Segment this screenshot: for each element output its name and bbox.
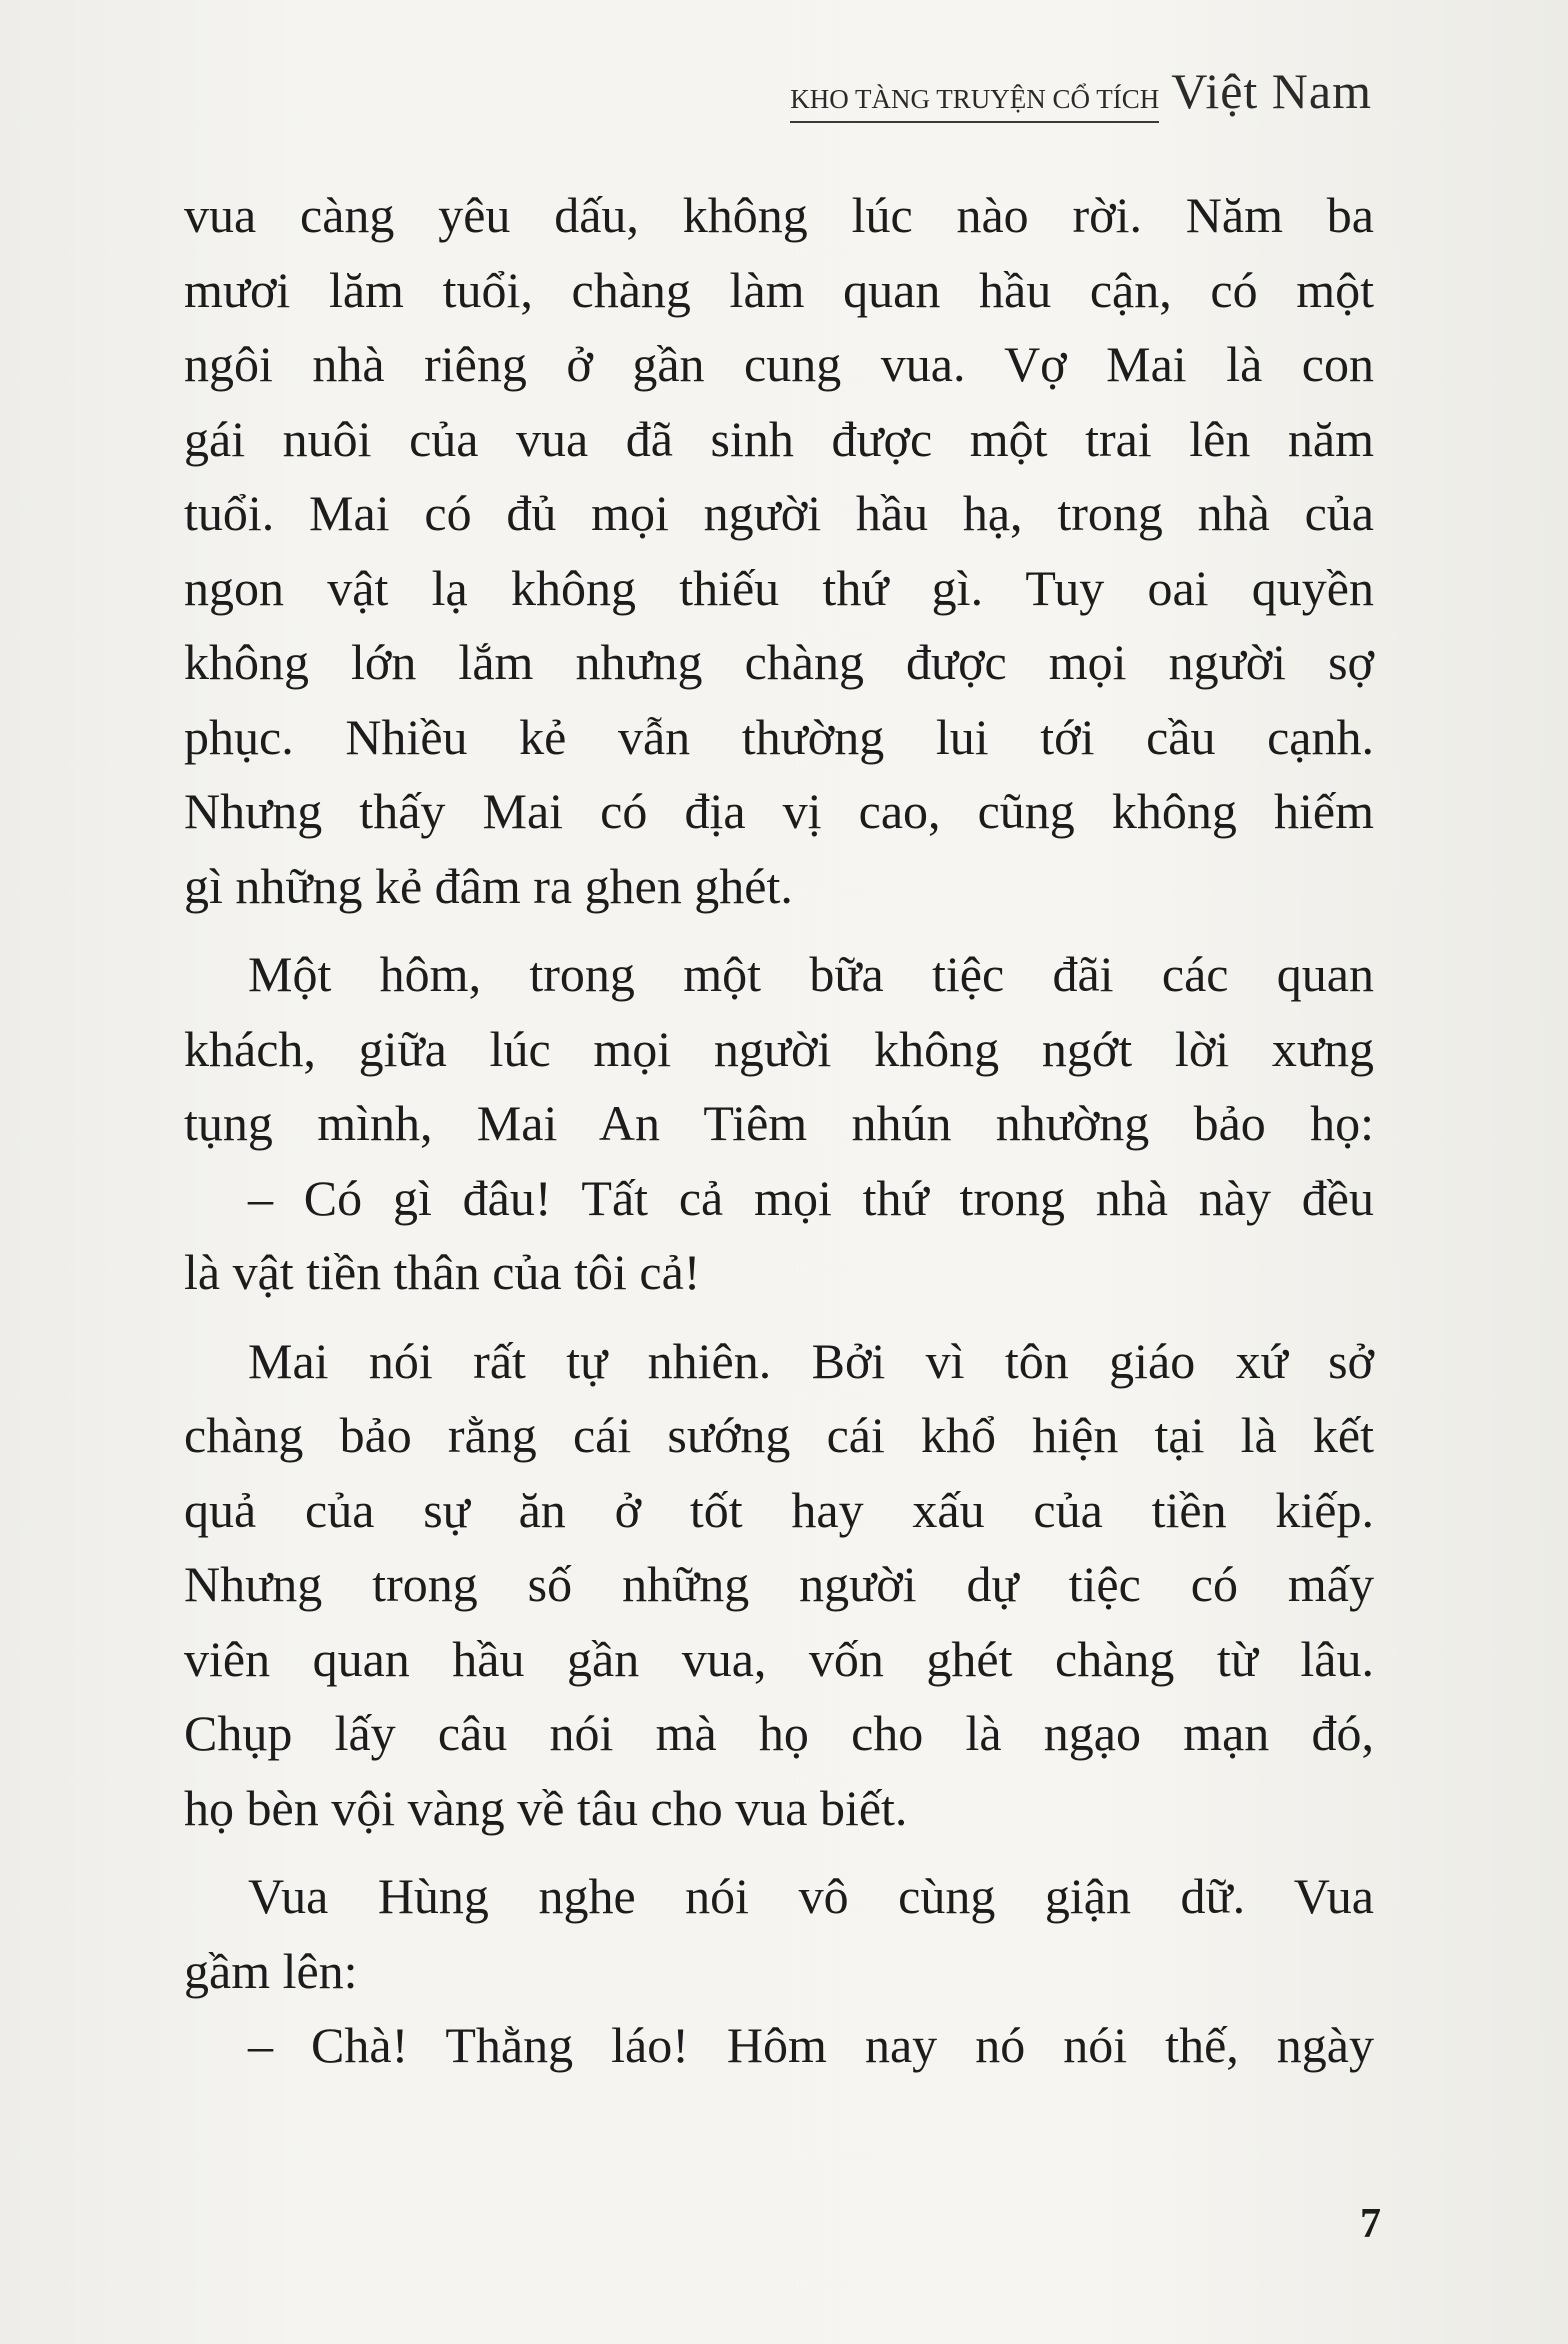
text-line: Vua Hùng nghe nói vô cùng giận dữ. Vua — [248, 1868, 1374, 1924]
text-line: viên quan hầu gần vua, vốn ghét chàng từ lâu. — [184, 1630, 1374, 1687]
body-text — [184, 178, 1374, 2083]
text-line: ngon vật lạ không thiếu thứ gì. Tuy oai quyền — [184, 559, 1374, 616]
running-header — [790, 62, 1372, 123]
text-line: phục. Nhiều kẻ vẫn thường lui tới cầu cạnh. — [184, 708, 1374, 765]
text-line: Một hôm, trong một bữa tiệc đãi các quan — [248, 946, 1374, 1002]
text-line: tụng mình, Mai An Tiêm nhún nhường bảo họ: — [184, 1095, 1374, 1151]
text-line: ngôi nhà riêng ở gần cung vua. Vợ Mai là con — [184, 336, 1374, 392]
paragraph-gap — [184, 923, 1374, 937]
series-title: KHO TÀNG TRUYỆN CỔ TÍCH — [790, 84, 1159, 123]
text-line: gì những kẻ đâm ra ghen ghét. — [184, 857, 793, 914]
text-line: chàng bảo rằng cái sướng cái khổ hiện tại là kết — [184, 1407, 1374, 1463]
page-number: 7 — [1360, 2201, 1381, 2247]
paragraph-gap — [184, 1845, 1374, 1859]
text-line: khách, giữa lúc mọi người không ngớt lời xưng — [184, 1020, 1374, 1077]
text-line: tuổi. Mai có đủ mọi người hầu hạ, trong nhà của — [184, 485, 1374, 541]
text-line: gầm lên: — [184, 1942, 358, 1999]
text-line: quả của sự ăn ở tốt hay xấu của tiền kiếp. — [184, 1481, 1374, 1538]
text-line: không lớn lắm nhưng chàng được mọi người sợ — [184, 634, 1374, 690]
text-line: Nhưng trong số những người dự tiệc có mấy — [184, 1556, 1374, 1612]
text-line: gái nuôi của vua đã sinh được một trai lên năm — [184, 410, 1374, 467]
dialogue-line: là vật tiền thân của tôi cả! — [184, 1244, 701, 1300]
text-line: Nhưng thấy Mai có địa vị cao, cũng không hiếm — [184, 783, 1374, 839]
dialogue-line: – Có gì đâu! Tất cả mọi thứ trong nhà này đều — [248, 1169, 1374, 1226]
text-line: Chụp lấy câu nói mà họ cho là ngạo mạn đó, — [184, 1705, 1374, 1761]
paragraph-gap — [184, 1310, 1374, 1324]
series-brand: Việt Nam — [1171, 63, 1372, 119]
text-line: họ bèn vội vàng về tâu cho vua biết. — [184, 1779, 908, 1836]
dialogue-line: – Chà! Thằng láo! Hôm nay nó nói thế, ngày — [248, 2017, 1374, 2073]
text-line: Mai nói rất tự nhiên. Bởi vì tôn giáo xứ sở — [248, 1332, 1374, 1389]
text-line: vua càng yêu dấu, không lúc nào rời. Năm ba — [184, 187, 1374, 243]
text-line: mươi lăm tuổi, chàng làm quan hầu cận, có một — [184, 261, 1374, 318]
